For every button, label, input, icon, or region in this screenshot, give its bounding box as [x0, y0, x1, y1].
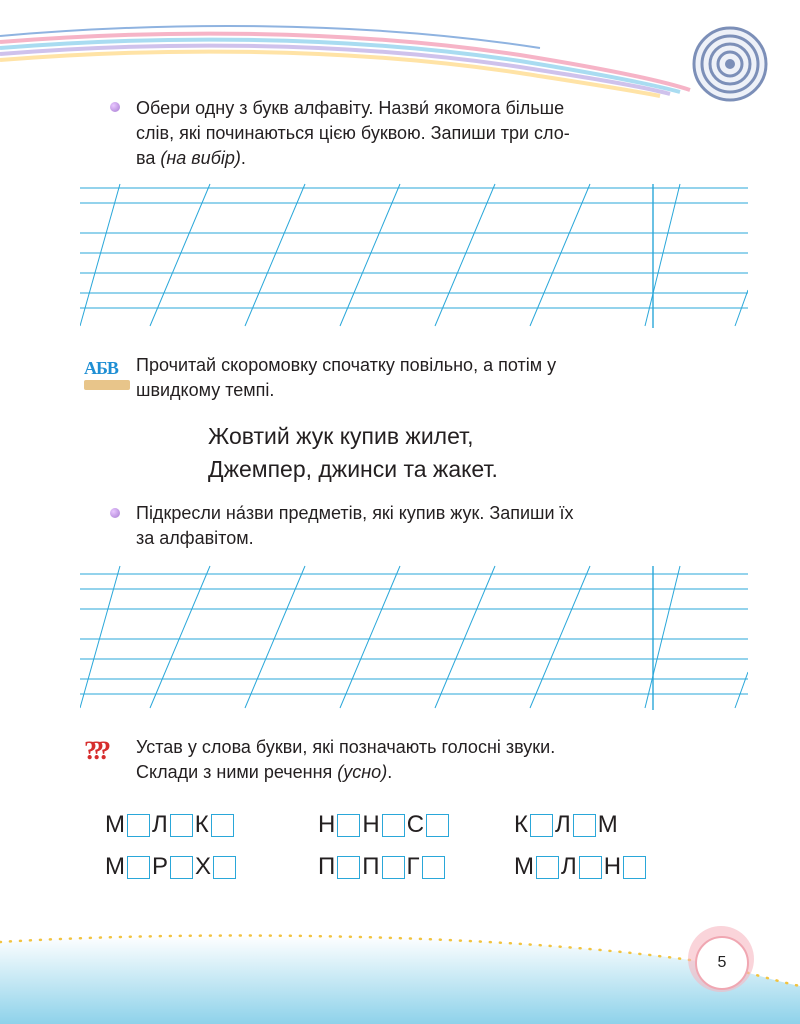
- task-3-line: за алфавітом.: [136, 528, 254, 548]
- vowel-box[interactable]: [337, 814, 360, 837]
- task-4-italic: (усно): [337, 762, 388, 782]
- vowel-box[interactable]: [579, 856, 602, 879]
- task-3-text: [136, 501, 696, 551]
- question-marks-icon: ???: [84, 736, 105, 765]
- letter: Н: [318, 811, 336, 838]
- tongue-twister: [208, 420, 498, 486]
- task-4-line-end: .: [387, 762, 393, 782]
- letter: М: [514, 853, 534, 880]
- word-fill-in: [105, 853, 318, 881]
- letter: Г: [406, 853, 420, 880]
- letter: Х: [195, 853, 212, 880]
- writing-lines-1: [80, 180, 748, 330]
- task-4-line: [136, 760, 696, 785]
- vowel-box[interactable]: [127, 856, 150, 879]
- letter: К: [514, 811, 528, 838]
- abc-book-icon: [84, 358, 132, 398]
- task-1-text: [136, 96, 676, 171]
- vowel-box[interactable]: [536, 856, 559, 879]
- letter: Н: [603, 853, 622, 880]
- task-1-italic: (на вибір): [160, 148, 241, 168]
- vowel-box[interactable]: [426, 814, 449, 837]
- task-1-line-end: .: [240, 148, 246, 168]
- vowel-box[interactable]: [127, 814, 150, 837]
- task-2-line: Прочитай скоромовку спочатку повільно, а потім у: [136, 355, 557, 375]
- word-fill-in: [105, 811, 318, 839]
- task-1-line: [136, 146, 676, 171]
- bullet-icon: [110, 102, 120, 112]
- letter: М: [105, 811, 125, 838]
- footer-wave-decoration: [0, 920, 800, 1024]
- task-1-line-start: ва: [136, 148, 161, 168]
- vowel-box[interactable]: [573, 814, 596, 837]
- vowel-box[interactable]: [211, 814, 234, 837]
- word-fill-in: [318, 853, 514, 881]
- vowel-box[interactable]: [530, 814, 553, 837]
- task-1-line: Обери одну з букв алфавіту. Назви́ якомога більше: [136, 98, 565, 118]
- letter: С: [406, 811, 425, 838]
- page-number: 5: [695, 936, 749, 990]
- letter: П: [318, 853, 336, 880]
- word-row: [105, 851, 648, 883]
- vowel-box[interactable]: [382, 814, 405, 837]
- vowel-box[interactable]: [170, 856, 193, 879]
- vowel-box[interactable]: [337, 856, 360, 879]
- letter: К: [194, 811, 209, 838]
- vowel-box[interactable]: [422, 856, 445, 879]
- poem-line: Жовтий жук купив жилет,: [208, 423, 474, 449]
- word-fill-in: [318, 811, 514, 839]
- task-1-line: слів, які починаються цією буквою. Запиши три сло-: [136, 123, 570, 143]
- letter: М: [105, 853, 125, 880]
- bullet-icon: [110, 508, 120, 518]
- word-fill-in: [514, 811, 618, 839]
- letter: Л: [554, 811, 571, 838]
- task-2-line: швидкому темпі.: [136, 380, 275, 400]
- letter: Л: [152, 811, 168, 838]
- letter: Р: [152, 853, 169, 880]
- task-4-text: [136, 735, 696, 785]
- letter: Н: [362, 811, 380, 838]
- vowel-box[interactable]: [623, 856, 646, 879]
- vowel-box[interactable]: [382, 856, 405, 879]
- spiral-icon: [690, 24, 770, 104]
- word-fill-in: [514, 853, 648, 881]
- task-4-line: Устав у слова букви, які позначають голосні звуки.: [136, 737, 556, 757]
- letter: М: [597, 811, 618, 838]
- header-wave-decoration: [0, 0, 800, 100]
- poem-line: Джемпер, джинси та жакет.: [208, 456, 498, 482]
- letter: П: [362, 853, 380, 880]
- writing-lines-2: [80, 562, 748, 712]
- abc-letters-icon: АБВ: [84, 358, 118, 378]
- vowel-box[interactable]: [170, 814, 193, 837]
- letter: Л: [561, 853, 577, 880]
- task-2-text: [136, 353, 696, 403]
- task-3-line: Підкресли на́зви предметів, які купив жук. Запиши їх: [136, 503, 574, 523]
- vowel-box[interactable]: [213, 856, 236, 879]
- word-row: [105, 809, 618, 841]
- task-4-line-start: Склади з ними речення: [136, 762, 338, 782]
